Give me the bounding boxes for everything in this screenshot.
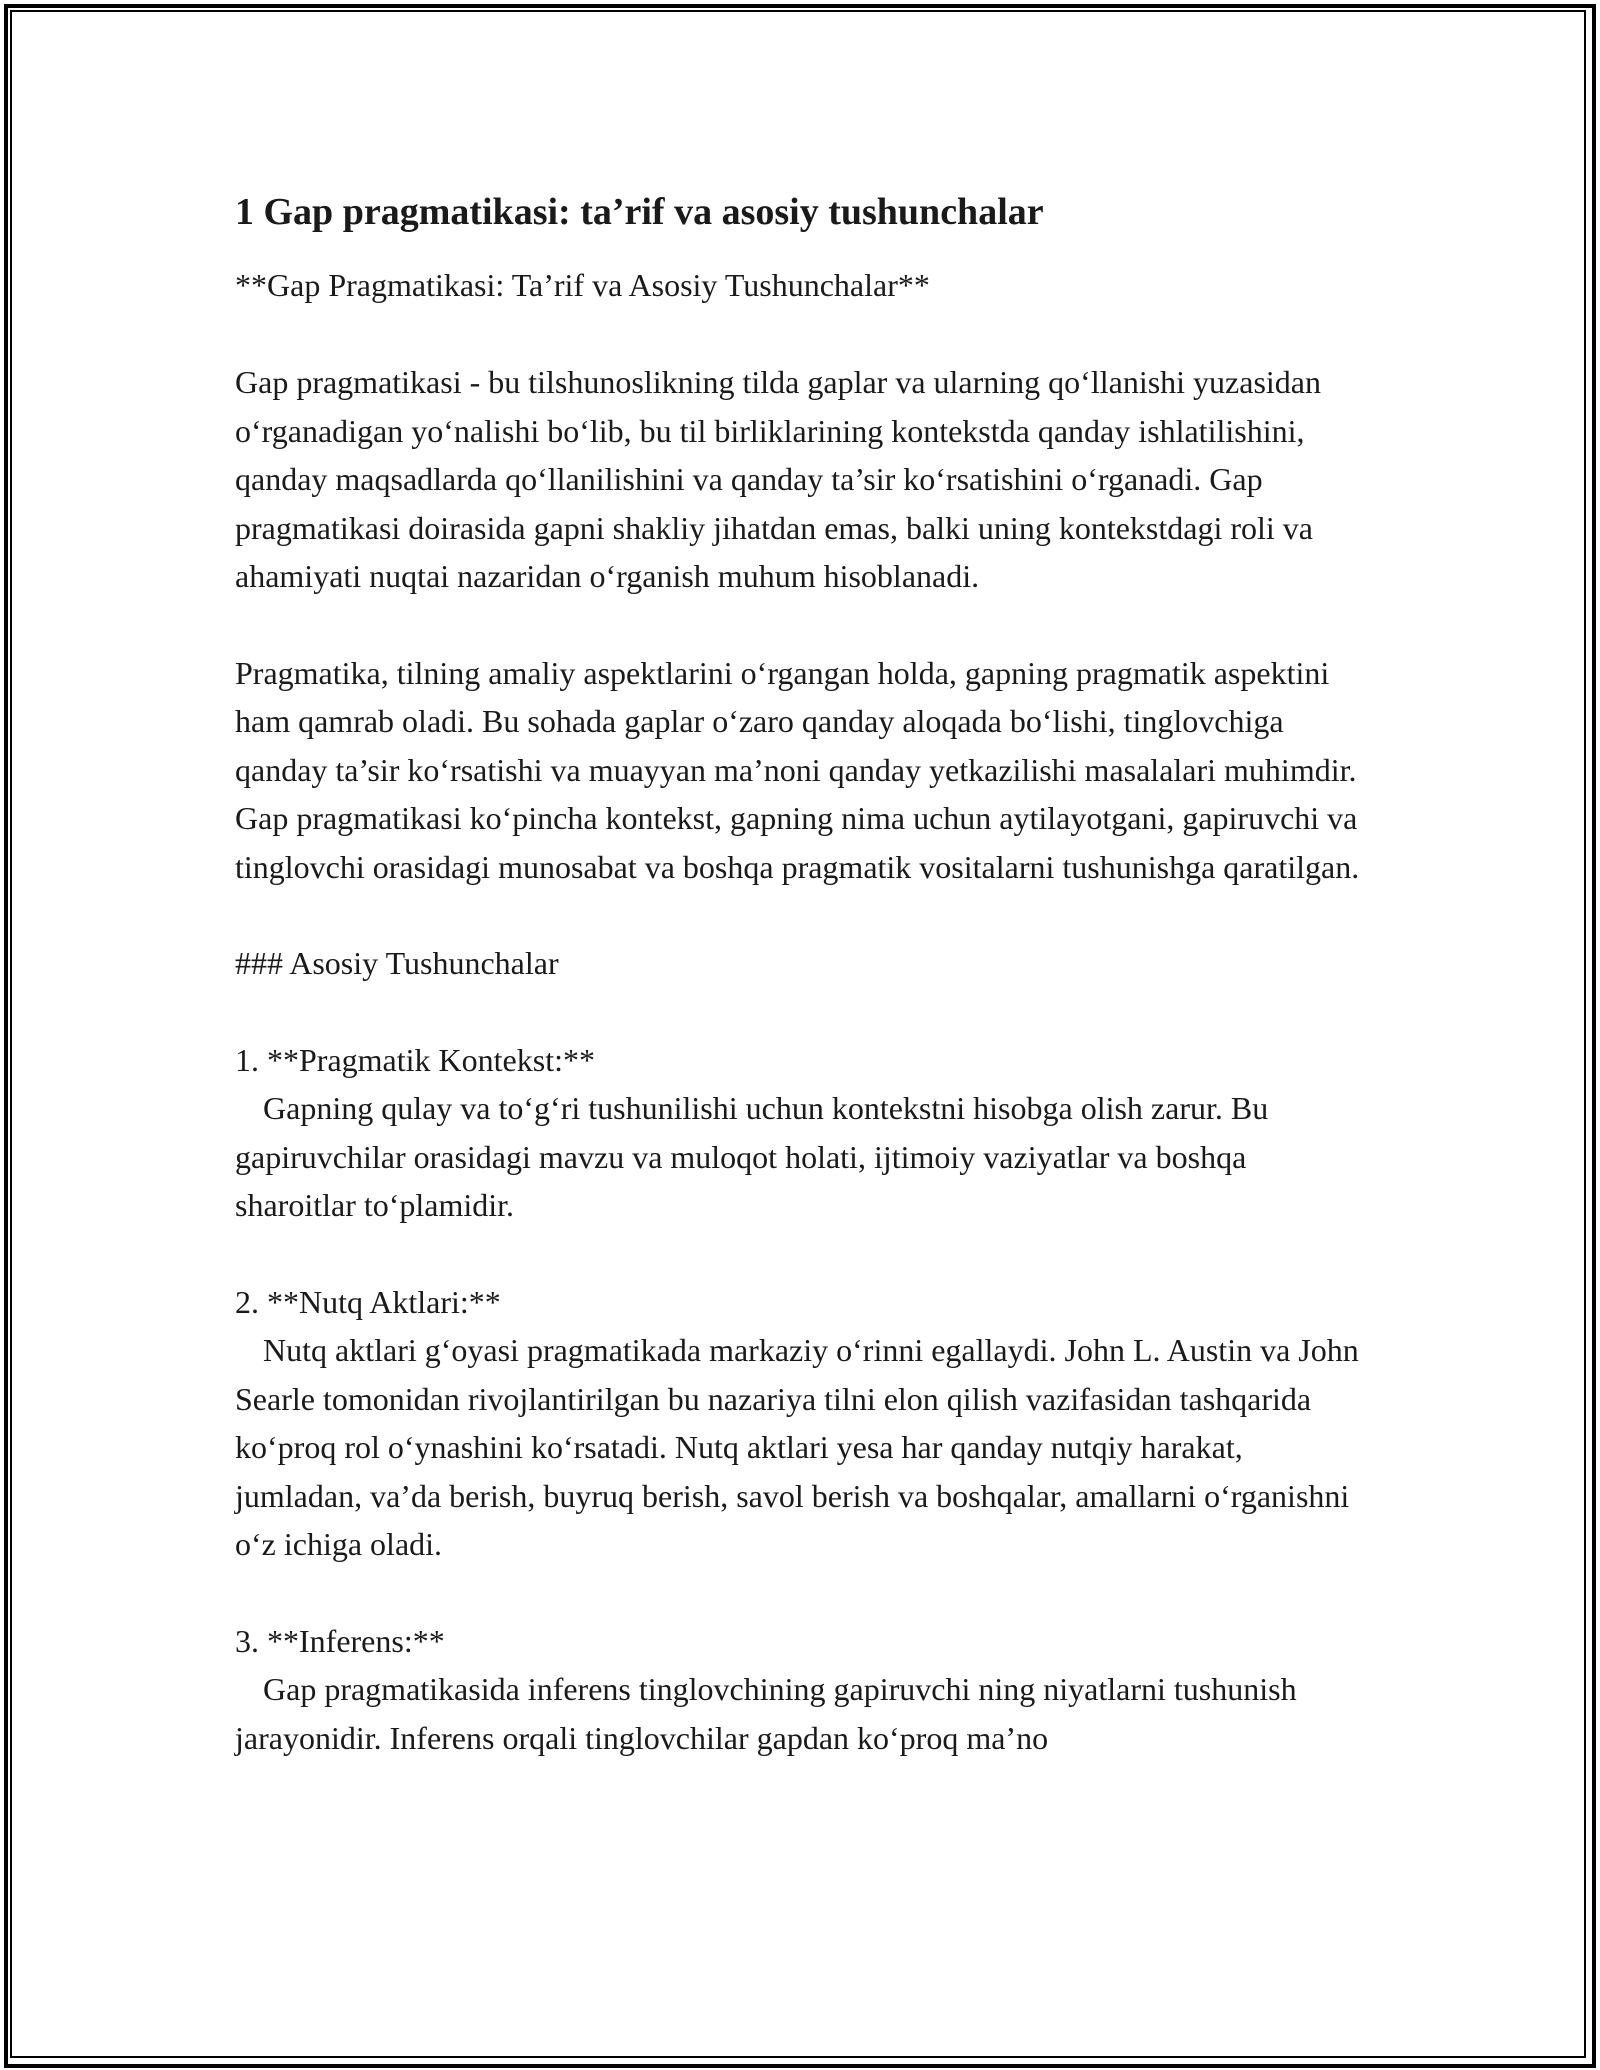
paragraph-pragmatics: Pragmatika, tilning amaliy aspektlarini o‘rgangan holda, gapning pragmatik aspektini ham qamrab oladi. Bu sohada gaplar o‘zaro qanday aloqada bo‘lishi, tinglovchiga qanday ta’sir ko‘rsatishi va muayyan ma’noni qanday yetkazilishi masalalari muhimdir. Gap pragmatikasi ko‘pincha kontekst, gapning nima uchun aytilayotgani, gapiruvchi va tinglovchi orasidagi munosabat va boshqa pragmatik vositalarni tushunishga qaratilgan. [235,654,1360,885]
list-item-title: 2. **Nutq Aktlari:** [235,1283,501,1320]
list-item [235,1278,1365,1569]
list-item-title: 3. **Inferens:** [235,1622,445,1659]
list-item [235,1617,1365,1763]
list-item-body: Nutq aktlari g‘oyasi pragmatikada markaziy o‘rinni egallaydi. John L. Austin va John Searle tomonidan rivojlantirilgan bu nazariya tilni elon qilish vazifasidan tashqarida ko‘proq rol o‘ynashini ko‘rsatadi. Nutq aktlari yesa har qanday nutqiy harakat, jumladan, va’da berish, buyruq berish, savol berish va boshqalar, amallarni o‘rganishni o‘z ichiga oladi. [235,1332,1359,1562]
list-item-body: Gap pragmatikasida inferens tinglovchining gapiruvchi ning niyatlarni tushunish jarayonidir. Inferens orqali tinglovchilar gapdan ko‘proq ma’no [235,1671,1297,1756]
section-heading: ### Asosiy Tushunchalar [235,945,559,981]
page-title: 1 Gap pragmatikasi: ta’rif va asosiy tushunchalar [235,191,1044,233]
document-subtitle: **Gap Pragmatikasi: Ta’rif va Asosiy Tushunchalar** [235,267,930,303]
paragraph-definition: Gap pragmatikasi - bu tilshunoslikning tilda gaplar va ularning qo‘llanishi yuzasidan o‘rganadigan yo‘nalishi bo‘lib, bu til birliklarining kontekstda qanday ishlatilishini, qanday maqsadlarda qo‘llanilishini va qanday ta’sir ko‘rsatishini o‘rganadi. Gap pragmatikasi doirasida gapni shakliy jihatdan emas, balki uning kontekstdagi roli va ahamiyati nuqtai nazaridan o‘rganish muhum hisoblanadi. [235,364,1321,594]
document-body [235,186,1365,1762]
list-item-body: Gapning qulay va to‘g‘ri tushunilishi uchun kontekstni hisobga olish zarur. Bu gapiruvchilar orasidagi mavzu va muloqot holati, ijtimoiy vaziyatlar va boshqa sharoitlar to‘plamidir. [235,1090,1269,1223]
list-item [235,1036,1365,1230]
list-item-title: 1. **Pragmatik Kontekst:** [235,1041,595,1078]
